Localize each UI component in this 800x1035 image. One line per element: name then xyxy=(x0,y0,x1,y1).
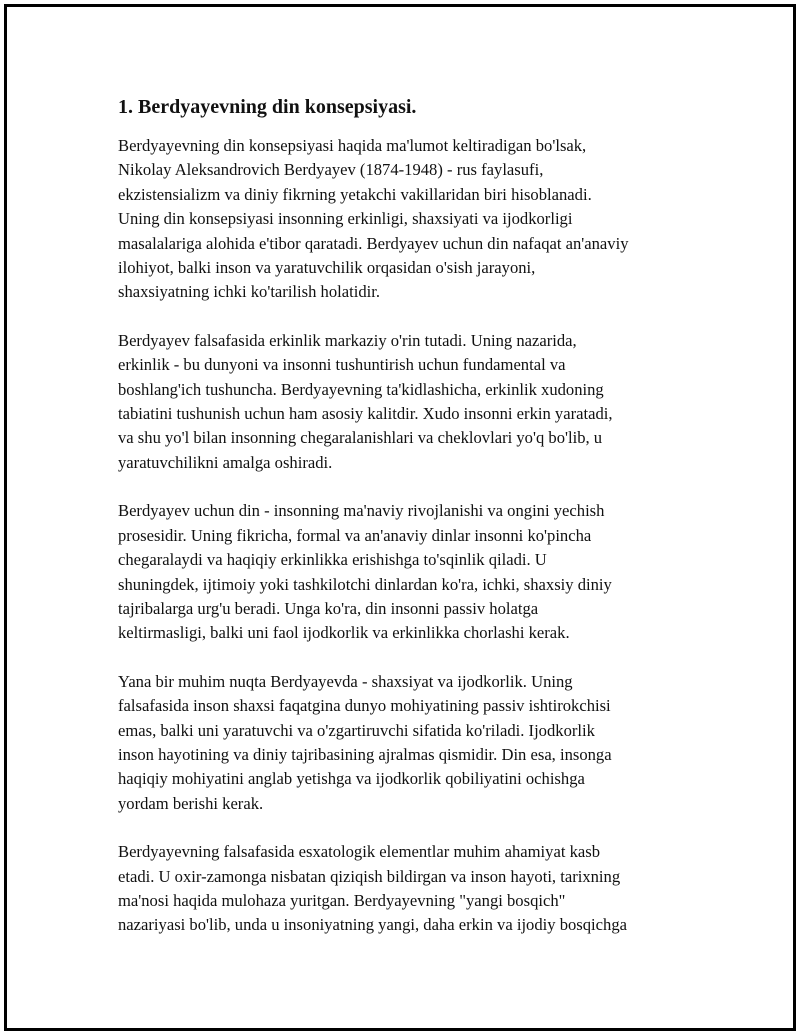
paragraph-5: Berdyayevning falsafasida esxatologik elementlar muhim ahamiyat kasb etadi. U oxir-zamonga nisbatan qiziqish bildirgan va inson hayoti, tarixning ma'nosi haqida mulohaza yuritgan. Berdyayevning "yangi bosqich" nazariyasi bo'lib, unda u insoniyatning yangi, daha erkin va ijodiy bosqichga xyxy=(118,842,627,935)
paragraph-4: Yana bir muhim nuqta Berdyayevda - shaxsiyat va ijodkorlik. Uning falsafasida inson shaxsi faqatgina dunyo mohiyatining passiv ishtirokchisi emas, balki uni yaratuvchi va o'zgartiruvchi sifatida ko'riladi. Ijodkorlik inson hayotining va diniy tajribasining ajralmas qismidir. Din esa, insonga haqiqiy mohiyatini anglab yetishga va ijodkorlik qobiliyatini ochishga yordam berishi kerak. xyxy=(118,671,612,813)
paragraph-2: Berdyayev falsafasida erkinlik markaziy o'rin tutadi. Uning nazarida, erkinlik - bu dunyoni va insonni tushuntirish uchun fundamental va boshlang'ich tushuncha. Berdyayevning ta'kidlashicha, erkinlik xudoning tabiatini tushunish uchun ham asosiy kalitdir. Xudo insonni erkin yaratadi, va shu yo'l bilan insonning chegaralanishlari va cheklovlari yo'q bo'lib, u yaratuvchilikni amalga oshiradi. xyxy=(118,330,613,472)
section-heading: 1. Berdyayevning din konsepsiyasi. xyxy=(118,96,417,118)
paragraph-1: Berdyayevning din konsepsiyasi haqida ma'lumot keltiradigan bo'lsak, Nikolay Aleksandrovich Berdyayev (1874-1948) - rus faylasufi, ekzistensializm va diniy fikrning yetakchi vakillaridan biri hisoblanadi. Uning din konsepsiyasi insonning erkinligi, shaxsiyati va ijodkorligi masalalariga alohida e'tibor qaratadi. Berdyayev uchun din nafaqat an'anaviy ilohiyot, balki inson va yaratuvchilik orqasidan o'sish jarayoni, shaxsiyatning ichki ko'tarilish holatidir. xyxy=(118,136,629,302)
document-body xyxy=(118,94,698,962)
paragraph-3: Berdyayev uchun din - insonning ma'naviy rivojlanishi va ongini yechish prosesidir. Uning fikricha, formal va an'anaviy dinlar insonni ko'pincha chegaralaydi va haqiqiy erkinlikka erishishga to'sqinlik qiladi. U shuningdek, ijtimoiy yoki tashkilotchi dinlardan ko'ra, ichki, shaxsiy diniy tajribalarga urg'u beradi. Unga ko'ra, din insonni passiv holatga keltirmasligi, balki uni faol ijodkorlik va erkinlikka chorlashi kerak. xyxy=(118,501,612,643)
